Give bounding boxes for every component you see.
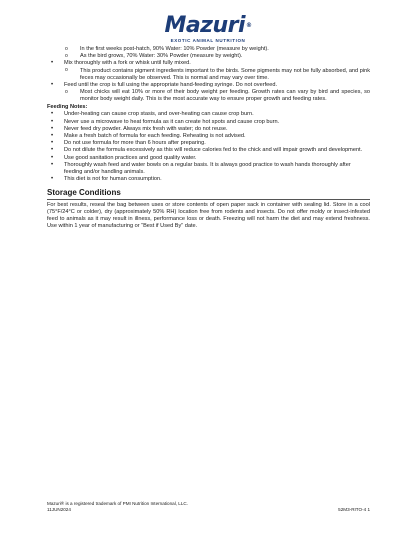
feeding-notes-heading: Feeding Notes: bbox=[47, 104, 88, 111]
list-item: • Do not use formula for more than 6 hours after preparing. bbox=[47, 140, 370, 147]
list-item: o As the bird grows, 70% Water: 30% Powder (measure by weight). bbox=[47, 53, 370, 60]
storage-heading: Storage Conditions bbox=[47, 188, 370, 200]
list-item: o This product contains pigment ingredients important to the birds. Some pigments may not be fully absorbed, and pink feces may occasionally be observed. This is normal and may vary over time. bbox=[47, 68, 370, 82]
brand-logo bbox=[0, 15, 416, 43]
logo-tagline: EXOTIC ANIMAL NUTRITION bbox=[170, 38, 246, 43]
list-item: • Thoroughly wash feed and water bowls on a regular basis. It is always good practice to wash hands thoroughly after feeding and/or handling animals. bbox=[47, 162, 370, 176]
footer-meta bbox=[47, 507, 370, 513]
list-item: o Most chicks will eat 10% or more of their body weight per feeding. Growth rates can vary by bird and species, so monitor body weight daily. This is the most accurate way to ensure proper growth and feeding rates. bbox=[47, 89, 370, 103]
storage-paragraph: For best results, reseal the bag between uses or store contents of open paper sack in container with sealing lid. Store in a cool (75°F/24°C or colder), dry (approximately 50% RH) location free from rodents and insects. Do not offer moldy or insect-infested feed to animals as it may result in illness, performance loss or death. Freezing will not harm the diet and may extend freshness. Use within 1 year of manufacturing or “Best if Used By” date. bbox=[47, 201, 370, 230]
footer-trademark: Mazuri® is a registered trademark of PMI Nutrition International, LLC. bbox=[47, 501, 188, 506]
list-item: • Do not dilute the formula excessively as this will reduce calories fed to the chick and will impair growth and development. bbox=[47, 147, 370, 154]
list-item: • Mix thoroughly with a fork or whisk until fully mixed. bbox=[47, 60, 370, 67]
feeding-notes-list bbox=[47, 111, 370, 183]
logo-word: Mazuri bbox=[164, 13, 246, 38]
list-item: • Use good sanitation practices and good quality water. bbox=[47, 155, 370, 162]
list-item: • This diet is not for human consumption. bbox=[47, 176, 370, 183]
logo-registered-mark: ® bbox=[246, 22, 252, 29]
list-item: • Feed until the crop is full using the appropriate hand-feeding syringe. Do not overfeed. bbox=[47, 82, 370, 89]
footer-date: 11JUN2024 bbox=[47, 507, 71, 512]
instruction-list bbox=[47, 46, 370, 104]
footer-code: 52M3-RITO-4 1 bbox=[338, 507, 370, 512]
list-item: • Never feed dry powder. Always mix fresh with water; do not reuse. bbox=[47, 126, 370, 133]
list-item: • Never use a microwave to heat formula as it can create hot spots and cause crop burn. bbox=[47, 119, 370, 126]
list-item: • Make a fresh batch of formula for each feeding. Reheating is not advised. bbox=[47, 133, 370, 140]
list-item: • Under-heating can cause crop stasis, and over-heating can cause crop burn. bbox=[47, 111, 370, 118]
list-item: o In the first weeks post-hatch, 90% Water: 10% Powder (measure by weight). bbox=[47, 46, 370, 53]
document-body bbox=[47, 46, 370, 231]
logo-wordmark bbox=[164, 15, 251, 37]
